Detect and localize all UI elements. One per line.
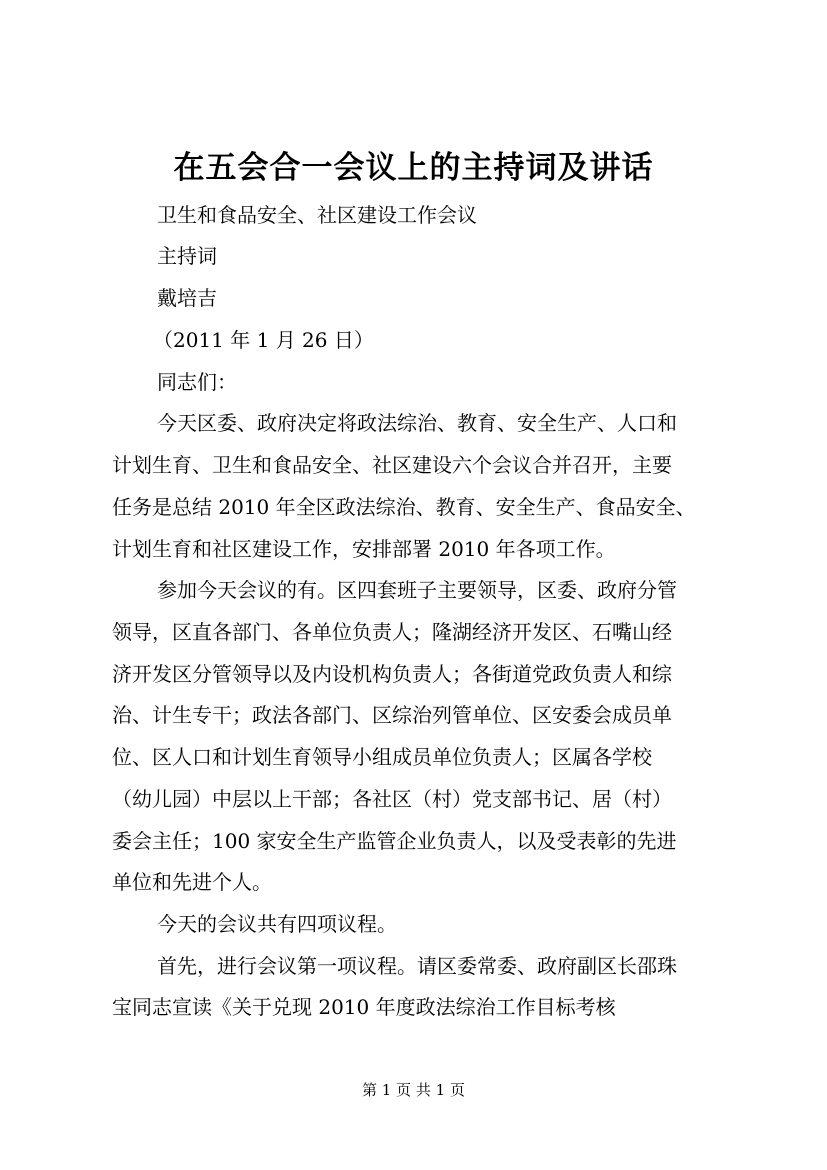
text-line: 委会主任；100 家安全生产监管企业负责人，以及受表彰的先进 <box>112 829 677 853</box>
text-line: 宝同志宣读《关于兑现 2010 年度政法综治工作目标考核 <box>112 995 616 1019</box>
text-line: 今天的会议共有四项议程。 <box>157 912 397 936</box>
text-line: 同志们： <box>157 370 237 394</box>
text-line: （幼儿园）中层以上干部；各社区（村）党支部书记、居（村） <box>112 787 672 811</box>
text-line: 计划生育和社区建设工作，安排部署 2010 年各项工作。 <box>112 537 616 561</box>
text-line: 参加今天会议的有。区四套班子主要领导，区委、政府分管 <box>157 578 677 602</box>
text-line: 位、区人口和计划生育领导小组成员单位负责人；区属各学校 <box>112 745 652 769</box>
text-line: （2011 年 1 月 26 日） <box>153 328 374 352</box>
text-line: 主持词 <box>157 244 217 268</box>
text-line: 领导，区直各部门、各单位负责人；隆湖经济开发区、石嘴山经 <box>112 620 672 644</box>
page-footer: 第 1 页 共 1 页 <box>362 1081 465 1099</box>
text-line: 卫生和食品安全、社区建设工作会议 <box>157 203 477 227</box>
document-title: 在五会合一会议上的主持词及讲话 <box>173 150 654 186</box>
text-line: 今天区委、政府决定将政法综治、教育、安全生产、人口和 <box>157 411 677 435</box>
text-line: 任务是总结 2010 年全区政法综治、教育、安全生产、食品安全、 <box>112 495 696 519</box>
text-line: 单位和先进个人。 <box>112 870 272 894</box>
text-line: 戴培吉 <box>157 286 217 310</box>
text-line: 计划生育、卫生和食品安全、社区建设六个会议合并召开，主要 <box>112 453 672 477</box>
text-line: 首先，进行会议第一项议程。请区委常委、政府副区长邵珠 <box>157 954 677 978</box>
text-line: 治、计生专干；政法各部门、区综治列管单位、区安委会成员单 <box>112 703 672 727</box>
text-line: 济开发区分管领导以及内设机构负责人；各街道党政负责人和综 <box>112 662 672 686</box>
